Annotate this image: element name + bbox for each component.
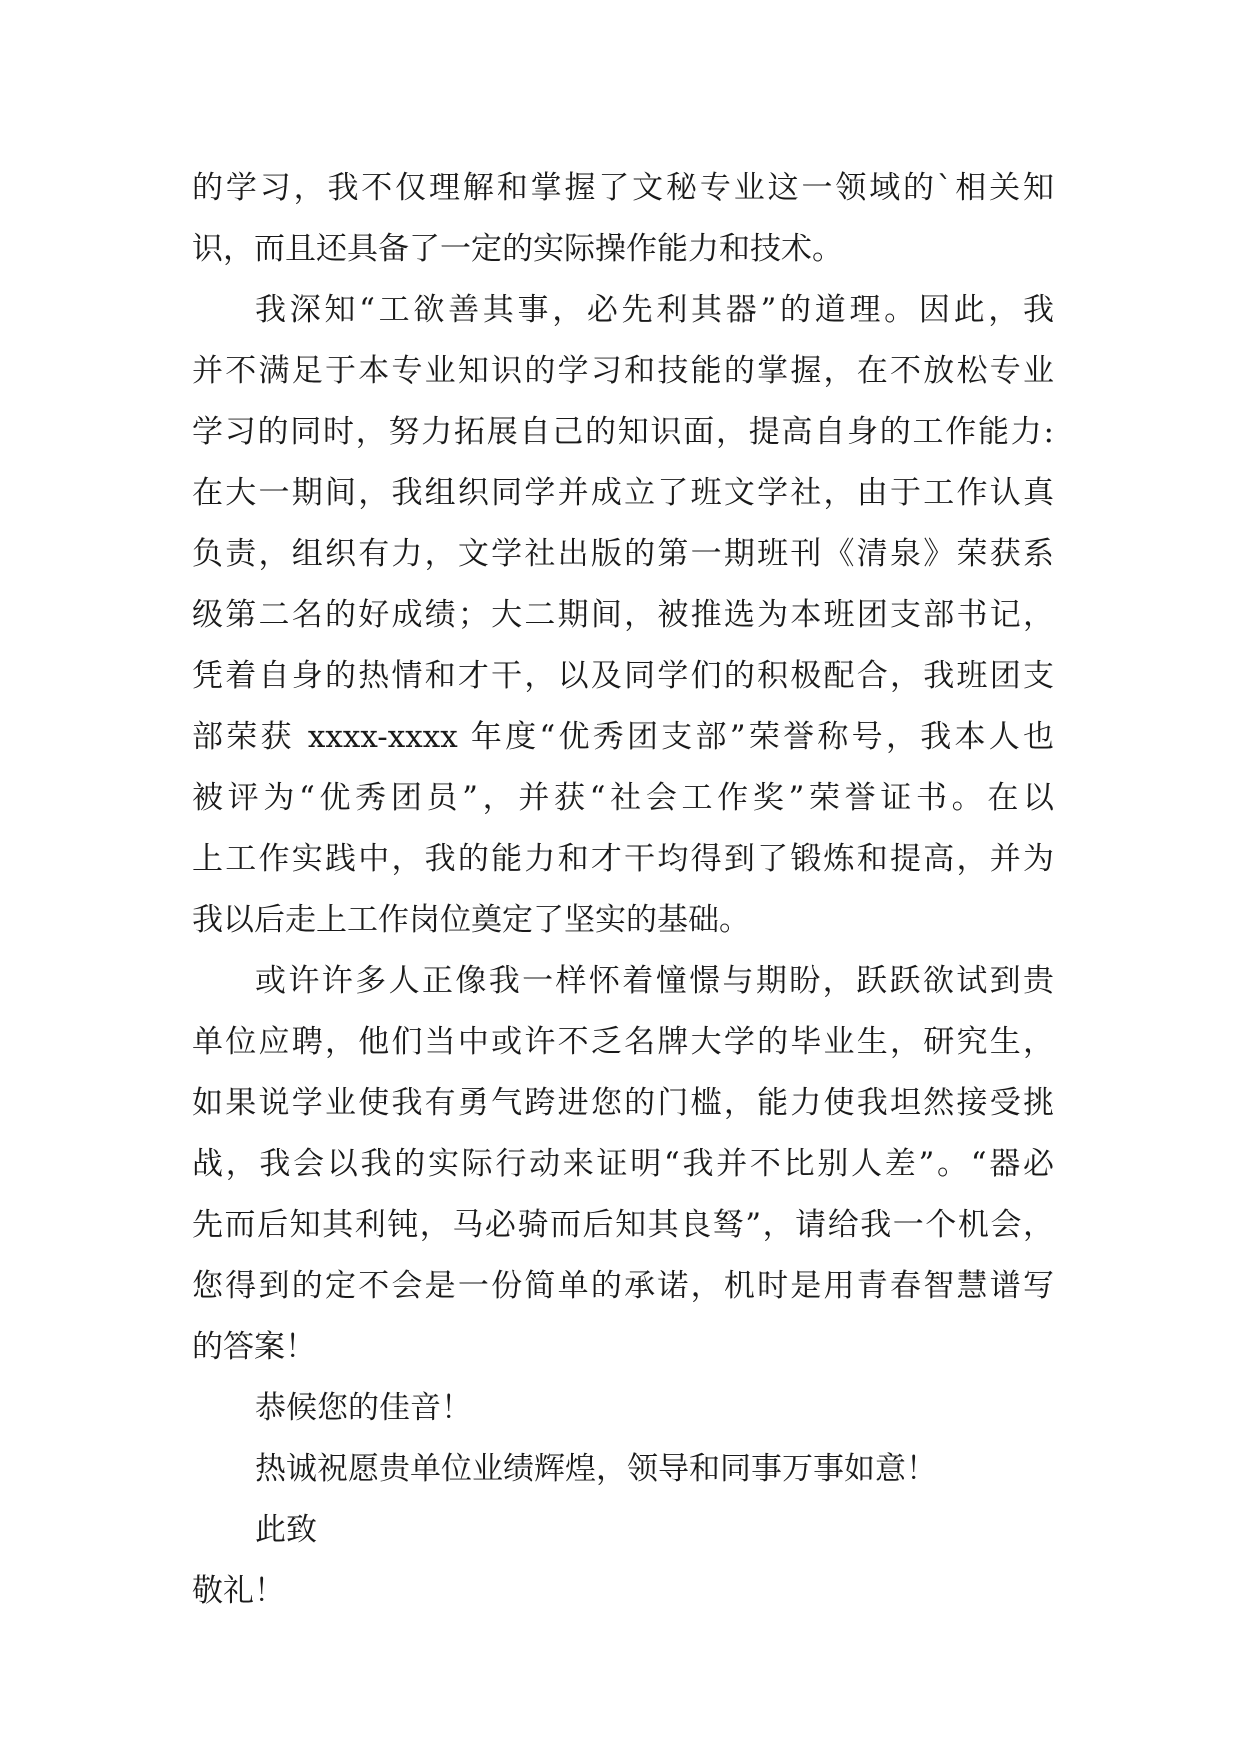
text-line: 您得到的定不会是一份简单的承诺，机时是用青春智慧谱写: [192, 1268, 1054, 1304]
text-line: 识，而且还具备了一定的实际操作能力和技术。: [192, 231, 843, 267]
text-line: 凭着自身的热情和才干，以及同学们的积极配合，我班团支: [192, 658, 1054, 694]
text-line: 如果说学业使我有勇气跨进您的门槛，能力使我坦然接受挑: [192, 1085, 1054, 1121]
text-line: 被评为“优秀团员”，并获“社会工作奖”荣誉证书。在以: [192, 780, 1054, 816]
salutation-line: 敬礼！: [192, 1573, 285, 1609]
text-line: 我以后走上工作岗位奠定了坚实的基础。: [192, 902, 750, 938]
text-line: 的答案！: [192, 1329, 316, 1365]
text-line: 战，我会以我的实际行动来证明“我并不比别人差”。“器必: [192, 1146, 1054, 1182]
text-line: 先而后知其利钝，马必骑而后知其良驽”，请给我一个机会，: [192, 1207, 1054, 1243]
text-line: 在大一期间，我组织同学并成立了班文学社，由于工作认真: [192, 475, 1054, 511]
closing-line: 热诚祝愿贵单位业绩辉煌，领导和同事万事如意！: [255, 1451, 937, 1487]
text-line: 部荣获 xxxx-xxxx 年度“优秀团支部”荣誉称号，我本人也: [192, 719, 1054, 755]
text-line: 并不满足于本专业知识的学习和技能的掌握，在不放松专业: [192, 353, 1054, 389]
text-line: 级第二名的好成绩；大二期间，被推选为本班团支部书记，: [192, 597, 1054, 633]
paragraph-start-line: 我深知“工欲善其事，必先利其器”的道理。因此，我: [255, 292, 1054, 328]
salutation-line: 此致: [255, 1512, 317, 1548]
text-line: 学习的同时，努力拓展自己的知识面，提高自身的工作能力:: [192, 414, 1054, 450]
paragraph-start-line: 或许许多人正像我一样怀着憧憬与期盼，跃跃欲试到贵: [255, 963, 1054, 999]
letter-body: [192, 158, 1054, 1622]
text-line: 负责，组织有力，文学社出版的第一期班刊《清泉》荣获系: [192, 536, 1054, 572]
closing-line: 恭候您的佳音！: [255, 1390, 472, 1426]
text-line: 单位应聘，他们当中或许不乏名牌大学的毕业生，研究生，: [192, 1024, 1054, 1060]
text-line: 的学习，我不仅理解和掌握了文秘专业这一领域的`相关知: [192, 170, 1054, 206]
text-line: 上工作实践中，我的能力和才干均得到了锻炼和提高，并为: [192, 841, 1054, 877]
